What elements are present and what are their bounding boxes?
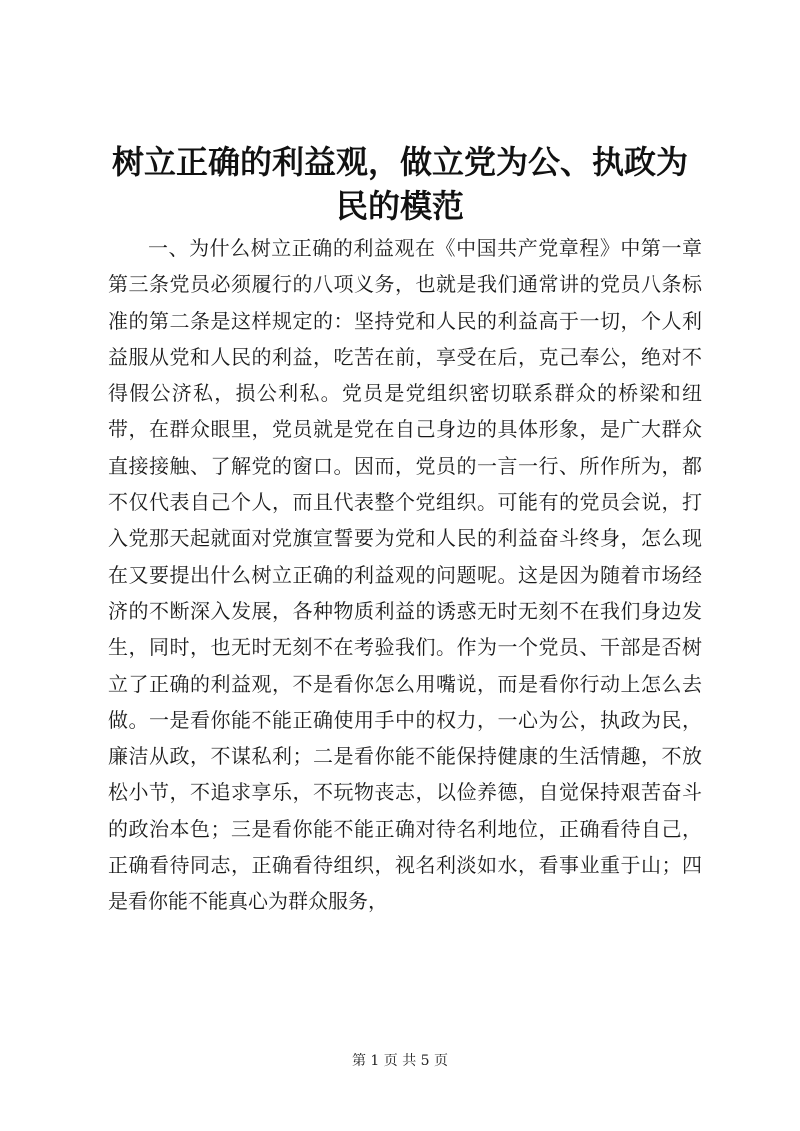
page-footer: 第 1 页 共 5 页 bbox=[351, 1053, 449, 1069]
document-title: 树立正确的利益观，做立党为公、执政为民的模范 bbox=[111, 143, 688, 225]
body-paragraph: 一、为什么树立正确的利益观在《中国共产党章程》中第一章第三条党员必须履行的八项义务，也就是我们通常讲的党员八条标准的第二条是这样规定的：坚持党和人民的利益高于一切，个人利益服从党和人民的利益，吃苦在前，享受在后，克己奉公，绝对不得假公济私，损公利私。党员是党组织密切联系群众的桥梁和纽带，在群众眼里，党员就是党在自己身边的具体形象，是广大群众直接接触、了解党的窗口。因而，党员的一言一行、所作所为，都不仅代表自己个人，而且代表整个党组织。可能有的党员会说，打入党那天起就面对党旗宣誓要为党和人民的利益奋斗终身，怎么现在又要提出什么树立正确的利益观的问题呢。这是因为随着市场经济的不断深入发展，各种物质利益的诱惑无时无刻不在我们身边发生，同时，也无时无刻不在考验我们。作为一个党员、干部是否树立了正确的利益观，不是看你怎么用嘴说，而是看你行动上怎么去做。一是看你能不能正确使用手中的权力，一心为公，执政为民，廉洁从政，不谋私利；二是看你能不能保持健康的生活情趣，不放松小节，不追求享乐，不玩物丧志，以俭养德，自觉保持艰苦奋斗的政治本色；三是看你能不能正确对待名利地位，正确看待自己，正确看待同志，正确看待组织，视名利淡如水，看事业重于山；四是看你能不能真心为群众服务， bbox=[108, 236, 702, 914]
